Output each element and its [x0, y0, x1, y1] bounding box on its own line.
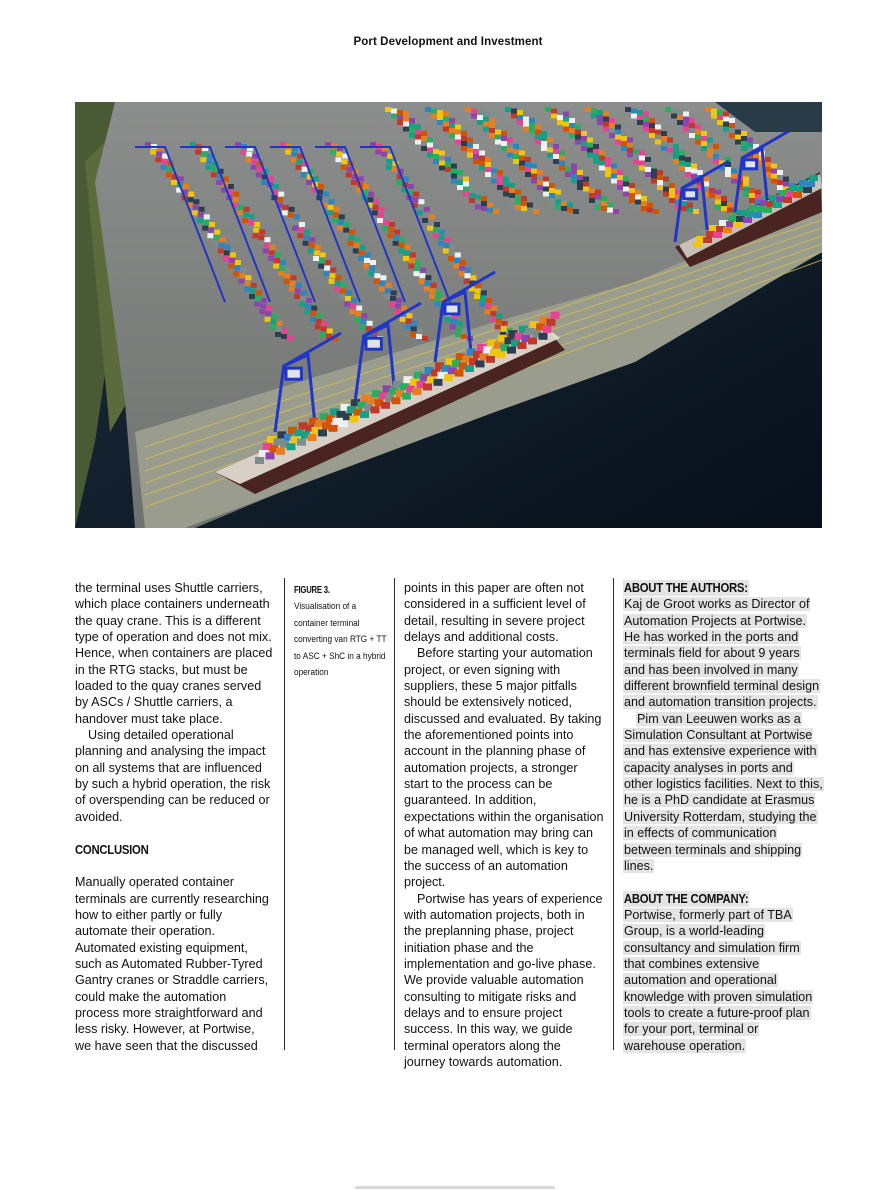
- body-paragraph: Portwise has years of experience with automation projects, both in the preplanning phase, project initiation phase and the implementation and go-live phase. We provide valuable automation consulting to mitigate risks and delays and to ensure project success. In this way, we guide terminal operators along the journey towards automation.: [404, 891, 603, 1069]
- body-paragraph: points in this paper are often not considered in a sufficient level of detail, resulting in severe project delays and additional costs.: [404, 581, 586, 645]
- page-header-title: Port Development and Investment: [353, 36, 543, 48]
- about-authors-heading: ABOUT THE AUTHORS:: [623, 581, 748, 595]
- column-divider: [613, 578, 614, 1050]
- body-column-3: [404, 580, 604, 1070]
- page-scroll-indicator: [355, 1186, 555, 1189]
- section-heading-conclusion: CONCLUSION: [75, 842, 149, 857]
- figure-caption: Visualisation of a container terminal converting van RTG + TT to ASC + ShC in a hybrid operation: [294, 601, 387, 679]
- figure-label: FIGURE 3.: [294, 585, 330, 596]
- about-company-heading: ABOUT THE COMPANY:: [623, 891, 749, 906]
- about-column: [623, 580, 823, 1054]
- body-paragraph: Using detailed operational planning and analysing the impact on all systems that are influenced by such a hybrid operation, the risk of overspending can be reduced or avoided.: [75, 728, 271, 824]
- body-paragraph: the terminal uses Shuttle carriers, which place containers underneath the quay crane. This is a different type of operation and does not mix. Hence, when containers are placed in the RTG stacks, but must be loaded to the quay cranes served by ASCs / Shuttle carriers, a handover must take place.: [75, 581, 273, 726]
- column-divider: [394, 578, 395, 1050]
- figure-caption-column: [294, 583, 386, 681]
- column-divider: [284, 578, 285, 1050]
- company-paragraph: Portwise, formerly part of TBA Group, is a world-leading consultancy and simulation firm that combines extensive automation and operational knowledge with proven simulation tools to create a future-proof plan for your port, terminal or warehouse operation.: [624, 907, 813, 1053]
- authors-paragraph: Kaj de Groot works as Director of Automation Projects at Portwise. He has worked in the ports and terminals field for about 9 years and has been involved in many different brownfield terminal design and automation transition projects.: [624, 597, 820, 710]
- container-terminal-figure: [75, 102, 822, 528]
- body-column-1: [75, 580, 273, 1054]
- body-paragraph: Manually operated container terminals are currently researching how to either partly or fully automate their operation. Automated existing equipment, such as Automated Rubber-Tyred Gantry cranes or Straddle carriers, could make the automation process more straightforward and less risky. However, at Portwise, we have seen that the discussed: [75, 875, 269, 1053]
- authors-paragraph: Pim van Leeuwen works as a Simulation Consultant at Portwise and has extensive experience with capacity analyses in ports and other logistics facilities. Next to this, he is a PhD candidate at Erasmus University Rotterdam, studying the in effects of communication between terminals and shipping lines.: [624, 711, 823, 873]
- body-paragraph: Before starting your automation project, or even signing with suppliers, these 5 major pitfalls should be extensively noticed, discussed and evaluated. By taking the aforementioned points into account in the planning phase of automation projects, a stronger start to the process can be guaranteed. In addition, expectations within the organisation of what automation may bring can be managed well, which is key to the success of an automation project.: [404, 646, 604, 890]
